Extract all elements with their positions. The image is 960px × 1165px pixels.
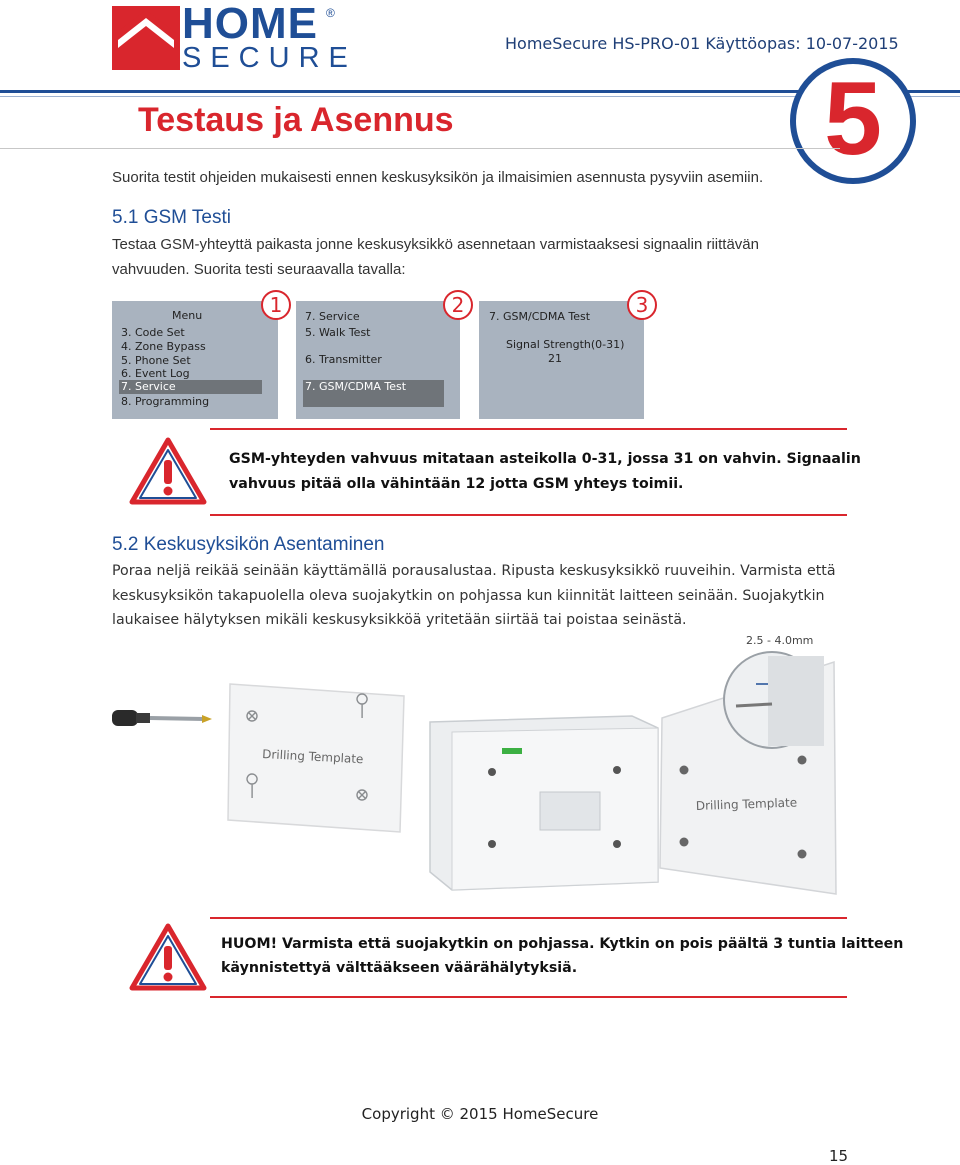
document-reference: HomeSecure HS-PRO-01 Käyttöopas: 10-07-2015 <box>505 34 899 53</box>
warning-top-rule <box>210 428 847 430</box>
screen-line-selected: 7. Service <box>119 380 262 394</box>
page-title: Testaus ja Asennus <box>138 101 454 139</box>
step-badge: 3 <box>627 290 657 320</box>
intro-text: Suorita testit ohjeiden mukaisesti ennen keskusyksikön ja ilmaisimien asennusta pysyviin asemiin. <box>112 169 764 186</box>
section-text-line: vahvuuden. Suorita testi seuraavalla tavalla: <box>112 261 406 278</box>
keypad-screen-menu <box>112 301 278 419</box>
screen-line: 4. Zone Bypass <box>121 340 206 353</box>
screen-line: 8. Programming <box>121 395 210 408</box>
section-text-line: Poraa neljä reikää seinään käyttämällä porausalustaa. Ripusta keskusyksikkö ruuveihin. Varmista että <box>112 563 836 579</box>
warning-triangle-icon <box>128 922 208 992</box>
screen-line: 6. Event Log <box>121 367 190 380</box>
section-heading-installation: 5.2 Keskusyksikön Asentaminen <box>112 534 385 555</box>
footer-copyright: Copyright © 2015 HomeSecure <box>361 1105 599 1123</box>
warning-text-line: HUOM! Varmista että suojakytkin on pohjassa. Kytkin on pois päältä 3 tuntia laitteen <box>221 936 904 952</box>
screw-size-label: 2.5 - 4.0mm <box>746 634 814 647</box>
keypad-screen-gsm-test <box>479 301 644 419</box>
screen-title: Menu <box>172 309 203 322</box>
section-text-line: laukaisee hälytyksen mikäli keskusyksikköä yritetään siirtää tai poistaa seinästä. <box>112 612 687 628</box>
screen-line: 5. Walk Test <box>305 326 371 339</box>
title-divider <box>0 148 840 149</box>
warning-text-line: vahvuus pitää olla vähintään 12 jotta GSM yhteys toimii. <box>229 476 684 492</box>
logo-secure-text: SECURE <box>182 42 357 74</box>
screen-line: 7. Service <box>305 310 360 323</box>
section-text-line: Testaa GSM-yhteyttä paikasta jonne keskusyksikkö asennetaan varmistaaksesi signaalin riittävän <box>112 236 759 253</box>
screen-line: 6. Transmitter <box>305 353 382 366</box>
logo-home-text: HOME <box>182 0 318 48</box>
screen-line: Signal Strength(0-31) <box>506 338 625 351</box>
warning-text-line: käynnistettyä välttääkseen väärähälytyksiä. <box>221 960 578 976</box>
screen-line-selected: 7. GSM/CDMA Test <box>303 380 444 407</box>
screen-line: 7. GSM/CDMA Test <box>489 310 591 323</box>
chapter-number: 5 <box>824 61 882 177</box>
step-badge: 1 <box>261 290 291 320</box>
section-text-line: keskusyksikön takapuolella oleva suojakytkin on pohjassa kun kiinnität laitteen seinään. Suojakytkin <box>112 588 825 604</box>
drilling-template-label: Drilling Template <box>695 795 798 813</box>
logo-house-mark <box>112 6 180 70</box>
warning-triangle-icon <box>128 436 208 506</box>
screen-line: 5. Phone Set <box>121 354 191 367</box>
installation-illustration <box>112 632 837 902</box>
warning-bottom-rule <box>210 996 847 998</box>
drilling-template-label: Drilling Template <box>261 747 364 767</box>
screen-line: 3. Code Set <box>121 326 185 339</box>
page-number: 15 <box>829 1147 849 1165</box>
step-badge: 2 <box>443 290 473 320</box>
warning-text-line: GSM-yhteyden vahvuus mitataan asteikolla 0-31, jossa 31 on vahvin. Signaalin <box>229 451 861 467</box>
warning-top-rule <box>210 917 847 919</box>
warning-bottom-rule <box>210 514 847 516</box>
screen-signal-value: 21 <box>548 352 562 365</box>
section-heading-gsm: 5.1 GSM Testi <box>112 207 231 228</box>
logo-registered-mark: ® <box>326 6 335 20</box>
keypad-screen-service <box>296 301 460 419</box>
